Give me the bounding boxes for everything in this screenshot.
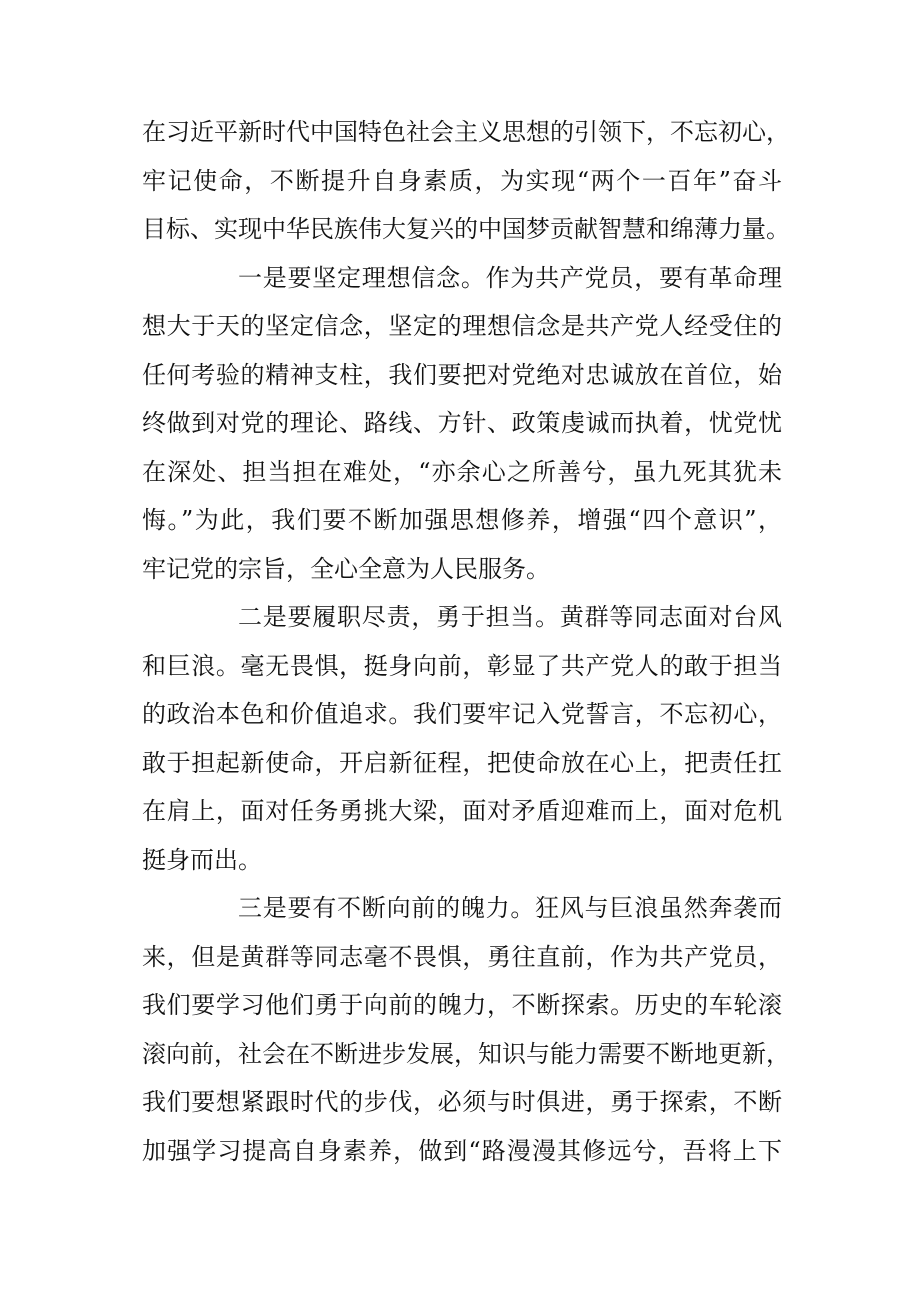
text-line: 目标、实现中华民族伟大复兴的中国梦贡献智慧和绵薄力量。 <box>142 215 790 243</box>
text-line: 牢记使命，不断提升自身素质，为实现“两个一百年”奋斗 <box>142 166 782 195</box>
text-line: 来，但是黄群等同志毫不畏惧，勇往直前，作为共产党员， <box>142 942 782 971</box>
text-line: 悔。”为此，我们要不断加强思想修养，增强“四个意识”， <box>142 506 782 534</box>
text-line: 任何考验的精神支柱，我们要把对党绝对忠诚放在首位，始 <box>142 360 782 389</box>
text-line: 一是要坚定理想信念。作为共产党员，要有革命理 <box>238 263 782 292</box>
text-line: 在肩上，面对任务勇挑大梁，面对矛盾迎难而上，面对危机 <box>142 797 782 825</box>
text-line: 在深处、担当担在难处，“亦余心之所善兮，虽九死其犹未 <box>142 457 782 486</box>
text-line: 加强学习提高自身素养，做到“路漫漫其修远兮，吾将上下 <box>142 1136 782 1165</box>
text-line: 牢记党的宗旨，全心全意为人民服务。 <box>142 554 550 583</box>
text-line: 我们要想紧跟时代的步伐，必须与时俱进，勇于探索，不断 <box>142 1088 782 1116</box>
text-line: 和巨浪。毫无畏惧，挺身向前，彰显了共产党人的敢于担当 <box>142 651 782 680</box>
body-text <box>142 108 790 1175</box>
text-line: 滚向前，社会在不断进步发展，知识与能力需要不断地更新， <box>142 1039 790 1068</box>
text-line: 敢于担起新使命，开启新征程，把使命放在心上，把责任扛 <box>142 748 782 777</box>
text-line: 挺身而出。 <box>142 845 262 874</box>
text-line: 的政治本色和价值追求。我们要牢记入党誓言，不忘初心， <box>142 700 782 728</box>
text-line: 三是要有不断向前的魄力。狂风与巨浪虽然奔袭而 <box>238 894 782 922</box>
text-line: 我们要学习他们勇于向前的魄力，不断探索。历史的车轮滚 <box>142 991 782 1019</box>
text-line: 想大于天的坚定信念，坚定的理想信念是共产党人经受住的 <box>142 312 782 340</box>
text-line: 在习近平新时代中国特色社会主义思想的引领下，不忘初心， <box>142 118 790 146</box>
text-line: 二是要履职尽责，勇于担当。黄群等同志面对台风 <box>238 603 782 631</box>
text-line: 终做到对党的理论、路线、方针、政策虔诚而执着，忧党忧 <box>142 409 782 437</box>
